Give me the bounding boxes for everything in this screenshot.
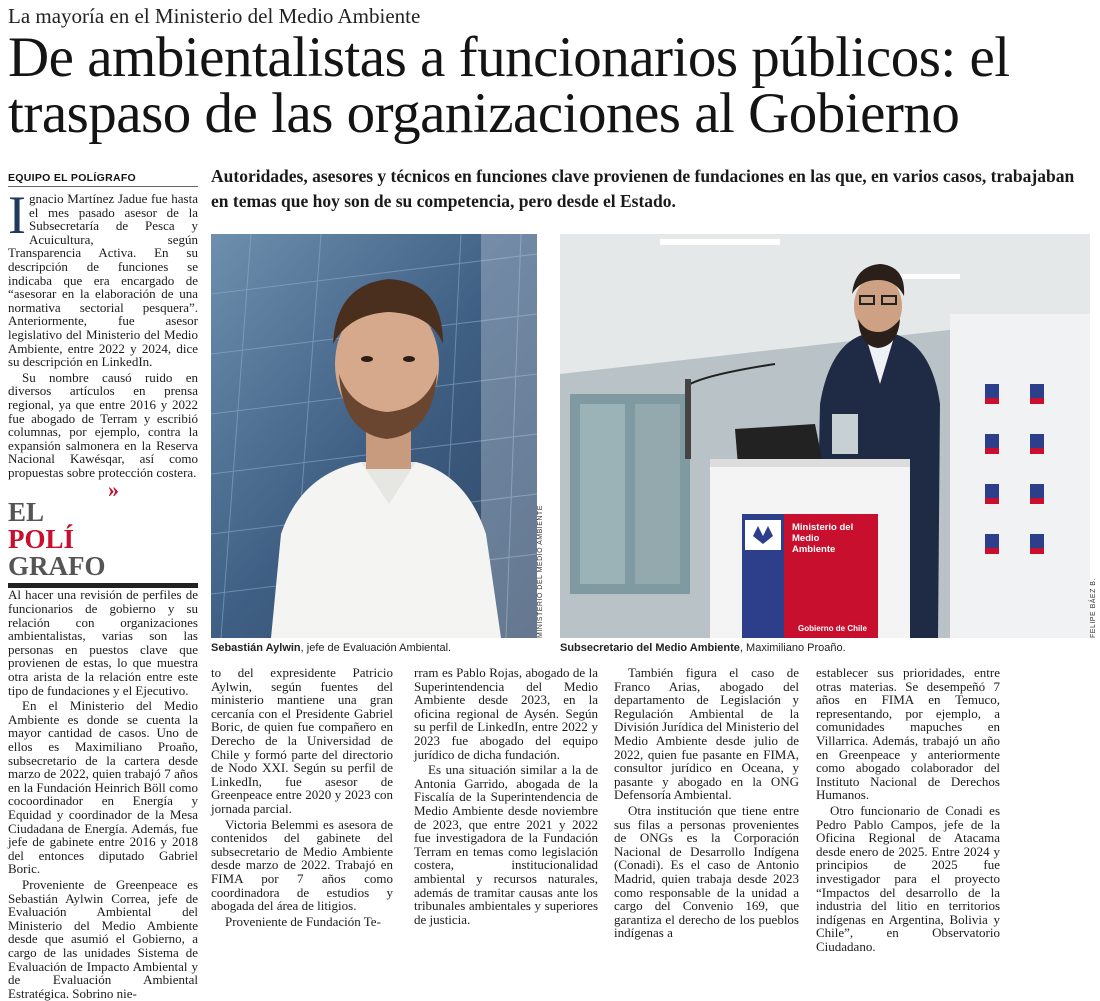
caption-photo-1: [211, 642, 451, 654]
article-column-2: [211, 665, 393, 929]
article-paragraph: Otro funcionario de Conadi es Pedro Pablo Campos, jefe de la Oficina Regional de Atacama desde enero de 2025. Entre 2024 y principios de 2025 fue investigador para el proyecto “Impactos del desarrollo de la industria del litio en territorios indígenas en Argentina, Bolivia y Chile”, en Observatorio Ciudadano.: [816, 802, 1000, 954]
article-paragraph: Victoria Belemmi es asesora de contenidos del gabinete del subsecretario de Medio Ambiente desde marzo de 2022. Trabajó en FIMA por 7 años como coordinadora de estudios y abogada del área de litigios.: [211, 816, 393, 914]
sign-line-3: Ambiente: [792, 544, 836, 555]
ministerio-sign-text: [792, 522, 853, 555]
byline-rule: [8, 186, 198, 187]
photo-credit-1: MINISTERIO DEL MEDIO AMBIENTE: [537, 505, 544, 638]
logo-line-3: GRAFO: [8, 551, 106, 582]
kicker: La mayoría en el Ministerio del Medio Ambiente: [8, 4, 421, 28]
caption-photo-2: [560, 642, 846, 654]
article-paragraph: to del expresidente Patricio Aylwin, según fuentes del ministerio mantiene una gran cercanía con el Presidente Gabriel Boric, de quien fue compañero en Derecho de la Universidad de Chile y formó parte del directorio de Nodo XXI. Según su perfil de LinkedIn, fue asesor de Greenpeace entre 2020 y 2023 con jornada parcial.: [211, 665, 393, 816]
article-lead-paragraph: [8, 185, 198, 370]
logo-line-1: EL: [8, 497, 45, 528]
sign-line-1: Ministerio del: [792, 522, 854, 533]
article-column-1: [8, 185, 198, 1001]
sign-line-2: Medio: [792, 533, 820, 544]
article-paragraph: Proveniente de Fundación Te-: [225, 913, 381, 929]
byline: EQUIPO EL POLÍGRAFO: [8, 172, 137, 184]
article-paragraph: establecer sus prioridades, entre otras materias. Se desempeñó 7 años en FIMA en Temuco, representando, por ejemplo, a comunidades mapuches en Villarrica. Además, trabajó un año en Greenpeace y anteriormente como abogado colaborador del Instituto Nacional de Derechos Humanos.: [816, 665, 1000, 803]
drop-cap: I: [8, 185, 26, 245]
article-column-3: [414, 665, 598, 927]
article-paragraph: También figura el caso de Franco Arias, abogado del departamento de Legislación y Regulación Ambiental de la División Jurídica del Ministerio del Medio Ambiente desde julio de 2022, quien fue pasante en FIMA, consultor jurídico en Oceana, y pasante y abogado en la ONG Defensoría Ambiental.: [614, 665, 799, 803]
photo-sebastian-aylwin: [211, 234, 537, 638]
article-column-5: [816, 665, 1000, 954]
article-paragraph: Es una situación similar a la de Antonia Garrido, abogada de la Fiscalía de la Superintendencia de Medio Ambiente desde noviembre de 2023, que entre 2021 y 2022 fue investigadora de la Fundación Terram en temas como legislación costera, institucionalidad ambiental y recursos naturales, además de tramitar causas ante los tribunales ambientales y superiores de justicia.: [414, 762, 598, 927]
logo-line-2: POLÍ: [8, 524, 75, 555]
caption-name: Subsecretario del Medio Ambiente: [560, 642, 740, 654]
paragraph-text: Al hacer una revisión de perfiles de funcionarios de gobierno y su relación con organizaciones ambientalistas, varias son las personas en puestos clave que provienen de estas, lo que muestra otra arista de la relación entre este tipo de fundaciones y el Ejecutivo.: [8, 587, 198, 698]
chevron-icon: »: [108, 477, 116, 503]
gobierno-de-chile-text: Gobierno de Chile: [798, 624, 867, 633]
portrait-illustration: [211, 234, 537, 638]
article-paragraph: Otra institución que tiene entre sus filas a personas provenientes de ONGs es la Corporación Nacional de Desarrollo Indígena (Conadi). Es el caso de Antonio Madrid, quien trabaja desde 2023 como responsable de la unidad a cargo del Convenio 169, que garantiza el derecho de los pueblos indígenas a: [614, 802, 799, 941]
lead-text: gnacio Martínez Jadue fue hasta el mes pasado asesor de la Subsecretaría de Pesca y Acuicultura, según Transparencia Activa. En su descripción de funciones se indicaba que era encargado de “asesorar en la elaboración de una normativa sectorial pesquera”. Anteriormente, fue asesor legislativo del Ministerio del Medio Ambiente, entre 2022 y 2024, dice su descripción en LinkedIn.: [8, 191, 198, 370]
article-paragraph: En el Ministerio del Medio Ambiente es donde se cuenta la mayor cantidad de casos. Uno de ellos es Maximiliano Proaño, subsecretario de la cartera desde marzo de 2022, quien trabajó 7 años en la Fundación Heinrich Böll como cocoordinador en Energía y Equidad y coordinador de la Mesa Ciudadana de Energía. Además, fue jefe de gabinete entre 2016 y 2018 del entonces diputado Gabriel Boric.: [8, 698, 198, 877]
press-conference-illustration: [560, 234, 1090, 638]
caption-name: Sebastián Aylwin: [211, 642, 301, 654]
article-paragraph: Proveniente de Greenpeace es Sebastián Aylwin Correa, jefe de Evaluación Ambiental del Ministerio del Medio Ambiente desde que asumió el Gobierno, a cargo de las unidades Sistema de Evaluación de Impacto Ambiental y de Evaluación Ambiental Estratégica. Sobrino nie-: [8, 876, 198, 1001]
headline: De ambientalistas a funcionarios públicos: el traspaso de las organizaciones al Gobierno: [8, 26, 1010, 145]
article-column-4: [614, 665, 799, 941]
article-paragraph: rram es Pablo Rojas, abogado de la Superintendencia del Medio Ambiente desde 2023, en la oficina regional de Aysén. Según su perfil de LinkedIn, entre 2022 y 2023 fue abogado del equipo jurídico de dicha fundación.: [414, 665, 598, 762]
photo-credit-2: FELIPE BÁEZ B.: [1090, 578, 1097, 638]
caption-text: , Maximiliano Proaño.: [739, 642, 846, 654]
article-paragraph: Su nombre causó ruido en diversos artículos en prensa regional, ya que entre 2016 y 2022 fue abogado de Terram y escribió columnas, por ejemplo, contra la expansión salmonera en la Reserva Nacional Kawésqar, así como propuestas sobre protección costera.: [8, 369, 198, 480]
photo-maximiliano-proano: [560, 234, 1090, 638]
caption-text: , jefe de Evaluación Ambiental.: [300, 642, 452, 654]
deck: Autoridades, asesores y técnicos en funciones clave provienen de fundaciones en las que, en varios casos, trabajaban en temas que hoy son de su competencia, pero desde el Estado.: [211, 166, 1075, 211]
